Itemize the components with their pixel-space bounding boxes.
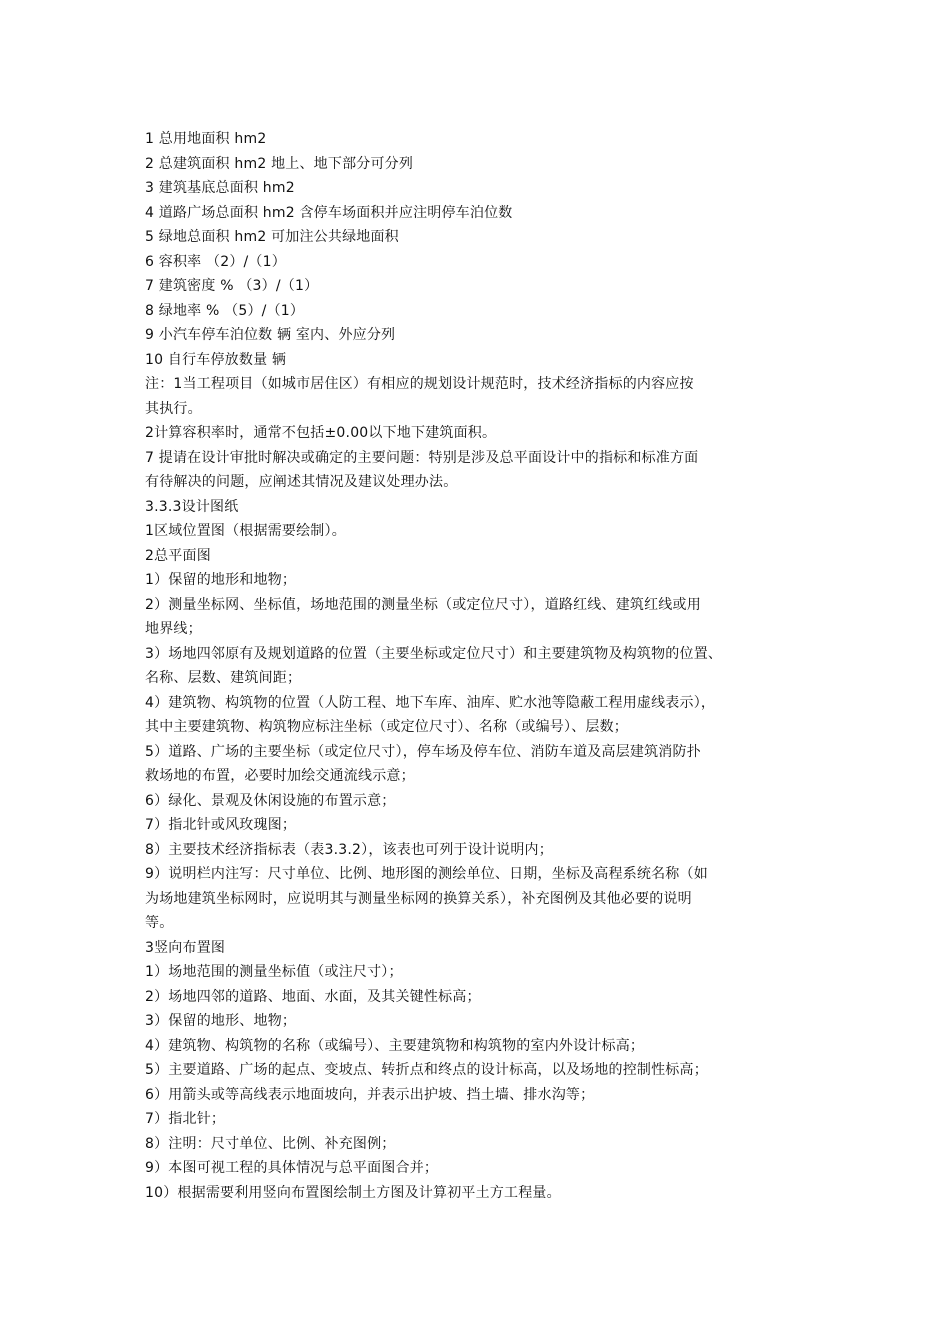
text-line: 2）测量坐标网、坐标值，场地范围的测量坐标（或定位尺寸），道路红线、建筑红线或用 bbox=[145, 596, 701, 613]
subsection-heading: 3竖向布置图 bbox=[145, 939, 226, 956]
text-line: 4）建筑物、构筑物的位置（人防工程、地下车库、油库、贮水池等隐蔽工程用虚线表示）， bbox=[145, 694, 716, 711]
text-line: 10 自行车停放数量 辆 bbox=[145, 351, 287, 368]
text-line: 9）本图可视工程的具体情况与总平面图合并； bbox=[145, 1160, 439, 1176]
text-line: 7）指北针或风玫瑰图； bbox=[145, 817, 297, 833]
text-line: 7 建筑密度 % （3）/（1） bbox=[145, 278, 319, 294]
text-line: 7 提请在设计审批时解决或确定的主要问题：特别是涉及总平面设计中的指标和标准方面 bbox=[145, 449, 699, 466]
text-line: 其中主要建筑物、构筑物应标注坐标（或定位尺寸）、名称（或编号）、层数； bbox=[145, 719, 628, 735]
text-line: 4 道路广场总面积 hm2 含停车场面积并应注明停车泊位数 bbox=[145, 204, 513, 221]
text-line: 1）场地范围的测量坐标值（或注尺寸）； bbox=[145, 964, 403, 980]
text-line: 等。 bbox=[145, 915, 174, 931]
text-line: 1）保留的地形和地物； bbox=[145, 572, 297, 588]
text-line: 1区域位置图（根据需要绘制）。 bbox=[145, 523, 346, 539]
text-line: 6）绿化、景观及休闲设施的布置示意； bbox=[145, 792, 396, 809]
text-line: 名称、层数、建筑间距； bbox=[145, 670, 302, 686]
subsection-heading: 2总平面图 bbox=[145, 547, 211, 564]
text-line: 注：1当工程项目（如城市居住区）有相应的规划设计规范时，技术经济指标的内容应按 bbox=[145, 376, 694, 392]
text-line: 9 小汽车停车泊位数 辆 室内、外应分列 bbox=[145, 327, 396, 343]
text-line: 10）根据需要利用竖向布置图绘制土方图及计算初平土方工程量。 bbox=[145, 1184, 561, 1201]
text-line: 2计算容积率时，通常不包括±0.00以下地下建筑面积。 bbox=[145, 425, 497, 441]
text-line: 6 容积率 （2）/（1） bbox=[145, 253, 286, 270]
text-line: 5）主要道路、广场的起点、变坡点、转折点和终点的设计标高，以及场地的控制性标高； bbox=[145, 1062, 708, 1078]
text-line: 2 总建筑面积 hm2 地上、地下部分可分列 bbox=[145, 155, 414, 172]
section-heading: 3.3.3设计图纸 bbox=[145, 498, 239, 515]
text-line: 救场地的布置，必要时加绘交通流线示意； bbox=[145, 768, 415, 784]
text-line: 其执行。 bbox=[145, 400, 202, 417]
text-line: 8）注明：尺寸单位、比例、补充图例； bbox=[145, 1135, 396, 1152]
text-line: 5 绿地总面积 hm2 可加注公共绿地面积 bbox=[145, 229, 399, 245]
text-line: 4）建筑物、构筑物的名称（或编号）、主要建筑物和构筑物的室内外设计标高； bbox=[145, 1037, 645, 1054]
text-line: 8 绿地率 % （5）/（1） bbox=[145, 302, 305, 319]
document-body bbox=[145, 127, 825, 1205]
text-line: 3）场地四邻原有及规划道路的位置（主要坐标或定位尺寸）和主要建筑物及构筑物的位置、 bbox=[145, 645, 723, 662]
text-line: 3 建筑基底总面积 hm2 bbox=[145, 180, 295, 196]
text-line: 6）用箭头或等高线表示地面坡向，并表示出护坡、挡土墙、排水沟等； bbox=[145, 1086, 595, 1103]
text-line: 2）场地四邻的道路、地面、水面，及其关键性标高； bbox=[145, 988, 481, 1005]
text-line: 有待解决的问题，应阐述其情况及建议处理办法。 bbox=[145, 474, 458, 490]
text-line: 3）保留的地形、地物； bbox=[145, 1013, 297, 1029]
text-line: 8）主要技术经济指标表（表3.3.2），该表也可列于设计说明内； bbox=[145, 841, 553, 858]
text-line: 为场地建筑坐标网时，应说明其与测量坐标网的换算关系），补充图例及其他必要的说明 bbox=[145, 890, 692, 907]
text-line: 9）说明栏内注写：尺寸单位、比例、地形图的测绘单位、日期，坐标及高程系统名称（如 bbox=[145, 866, 708, 882]
text-line: 1 总用地面积 hm2 bbox=[145, 131, 267, 147]
text-line: 5）道路、广场的主要坐标（或定位尺寸），停车场及停车位、消防车道及高层建筑消防扑 bbox=[145, 743, 701, 760]
text-line: 7）指北针； bbox=[145, 1111, 226, 1127]
text-line: 地界线； bbox=[145, 621, 202, 637]
